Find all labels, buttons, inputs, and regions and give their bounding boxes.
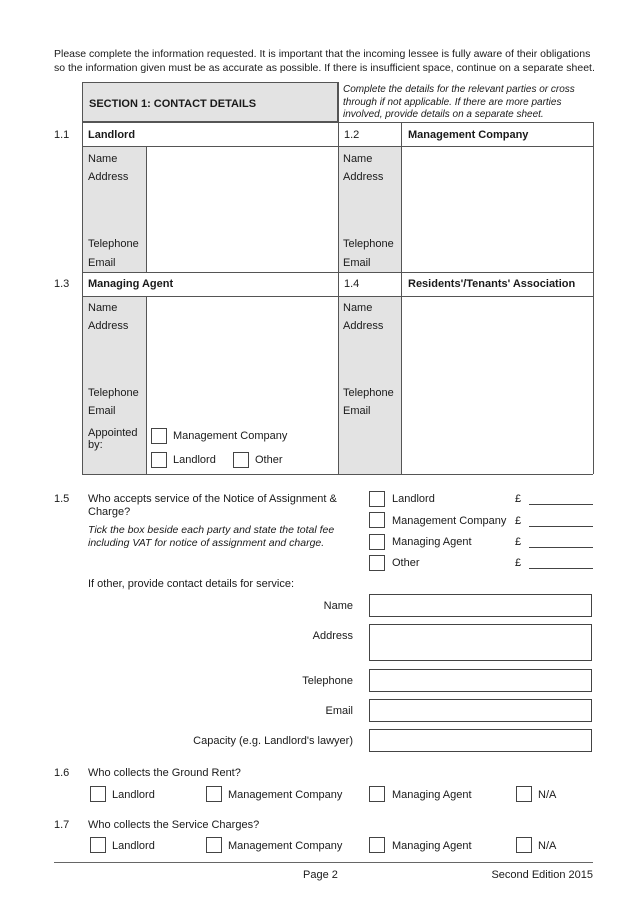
appointed-other-checkbox[interactable] (233, 452, 249, 468)
ground-rent-agent-checkbox[interactable] (369, 786, 385, 802)
service-mgmt-label: Management Company (392, 515, 507, 527)
landlord-address-label: Address (88, 171, 129, 183)
service-telephone-input[interactable] (369, 669, 592, 692)
party-title-residents-association: Residents'/Tenants' Association (408, 278, 576, 290)
service-mgmt-fee-field[interactable] (529, 526, 593, 527)
service-name-label: Name (323, 600, 353, 612)
landlord-telephone-label: Telephone (88, 238, 139, 250)
service-charges-na-checkbox[interactable] (516, 837, 532, 853)
mgmt-details-field[interactable] (402, 147, 592, 271)
association-name-label: Name (343, 302, 373, 314)
association-telephone-label: Telephone (343, 387, 394, 399)
appointed-other-label: Other (255, 454, 283, 466)
ground-rent-mgmt-label: Management Company (228, 789, 343, 801)
service-address-input[interactable] (369, 624, 592, 661)
service-email-input[interactable] (369, 699, 592, 722)
service-charges-na-label: N/A (538, 840, 557, 852)
service-email-label: Email (325, 705, 353, 717)
service-charges-mgmt-checkbox[interactable] (206, 837, 222, 853)
other-contact-prompt: If other, provide contact details for service: (88, 578, 295, 590)
ground-rent-landlord-checkbox[interactable] (90, 786, 106, 802)
q17-question: Who collects the Service Charges? (88, 819, 260, 831)
service-charges-landlord-checkbox[interactable] (90, 837, 106, 853)
service-landlord-fee-field[interactable] (529, 504, 593, 505)
section-title-box (82, 82, 338, 122)
intro-text: Please complete the information requested. It is important that the incoming lessee is fully aware of their obligations so the information given must be as accurate as possible. If there is insufficient space, continue on a separate sheet. (54, 48, 595, 74)
association-email-label: Email (343, 405, 371, 417)
service-other-fee-field[interactable] (529, 568, 593, 569)
agent-address-label: Address (88, 320, 129, 332)
party-number-1-4: 1.4 (344, 278, 360, 290)
party-number-1-1: 1.1 (54, 129, 70, 141)
mgmt-address-label: Address (343, 171, 384, 183)
appointed-management-company-checkbox[interactable] (151, 428, 167, 444)
service-landlord-currency: £ (515, 493, 522, 505)
mgmt-name-label: Name (343, 153, 373, 165)
q17-number: 1.7 (54, 819, 70, 831)
appointed-landlord-label: Landlord (173, 454, 216, 466)
appointed-landlord-checkbox[interactable] (151, 452, 167, 468)
ground-rent-na-checkbox[interactable] (516, 786, 532, 802)
service-mgmt-checkbox[interactable] (369, 512, 385, 528)
ground-rent-mgmt-checkbox[interactable] (206, 786, 222, 802)
section-instructions: Complete the details for the relevant parties or cross through if not applicable. If there are more parties involved, provide details on a separate sheet. (343, 84, 575, 120)
service-agent-currency: £ (515, 536, 522, 548)
party-title-landlord: Landlord (88, 129, 136, 141)
appointed-management-company-label: Management Company (173, 430, 288, 442)
service-capacity-label: Capacity (e.g. Landlord's lawyer) (193, 735, 353, 747)
service-name-input[interactable] (369, 594, 592, 617)
ground-rent-agent-label: Managing Agent (392, 789, 472, 801)
footer-divider (54, 862, 593, 863)
service-charges-agent-checkbox[interactable] (369, 837, 385, 853)
service-agent-checkbox[interactable] (369, 534, 385, 550)
service-other-currency: £ (515, 557, 522, 569)
service-charges-agent-label: Managing Agent (392, 840, 472, 852)
service-charges-landlord-label: Landlord (112, 840, 155, 852)
q16-question: Who collects the Ground Rent? (88, 767, 241, 779)
service-mgmt-currency: £ (515, 515, 522, 527)
party-number-1-2: 1.2 (344, 129, 360, 141)
q16-number: 1.6 (54, 767, 70, 779)
mgmt-telephone-label: Telephone (343, 238, 394, 250)
agent-name-label: Name (88, 302, 118, 314)
q15-question: Who accepts service of the Notice of Assignment & Charge? (88, 493, 337, 518)
service-agent-fee-field[interactable] (529, 547, 593, 548)
service-telephone-label: Telephone (302, 675, 353, 687)
q15-hint: Tick the box beside each party and state the total fee including VAT for notice of assignment and charge. (88, 524, 335, 549)
party-title-managing-agent: Managing Agent (88, 278, 174, 290)
landlord-details-field[interactable] (147, 147, 337, 271)
agent-details-field[interactable] (147, 297, 337, 419)
q15-number: 1.5 (54, 493, 70, 505)
service-charges-mgmt-label: Management Company (228, 840, 343, 852)
service-address-label: Address (312, 630, 353, 642)
party-number-1-3: 1.3 (54, 278, 70, 290)
landlord-name-label: Name (88, 153, 118, 165)
mgmt-email-label: Email (343, 257, 371, 269)
party-title-management-company: Management Company (408, 129, 529, 141)
association-details-field[interactable] (402, 297, 592, 473)
service-agent-label: Managing Agent (392, 536, 472, 548)
edition-label: Second Edition 2015 (491, 869, 593, 881)
section-title: SECTION 1: CONTACT DETAILS (89, 98, 257, 110)
ground-rent-landlord-label: Landlord (112, 789, 155, 801)
agent-telephone-label: Telephone (88, 387, 139, 399)
service-other-label: Other (392, 557, 420, 569)
agent-email-label: Email (88, 405, 116, 417)
service-landlord-checkbox[interactable] (369, 491, 385, 507)
landlord-email-label: Email (88, 257, 116, 269)
service-capacity-input[interactable] (369, 729, 592, 752)
page-number: Page 2 (303, 869, 338, 881)
ground-rent-na-label: N/A (538, 789, 557, 801)
agent-appointed-label: Appointed by: (88, 427, 138, 451)
service-other-checkbox[interactable] (369, 555, 385, 571)
service-landlord-label: Landlord (392, 493, 435, 505)
association-address-label: Address (343, 320, 384, 332)
